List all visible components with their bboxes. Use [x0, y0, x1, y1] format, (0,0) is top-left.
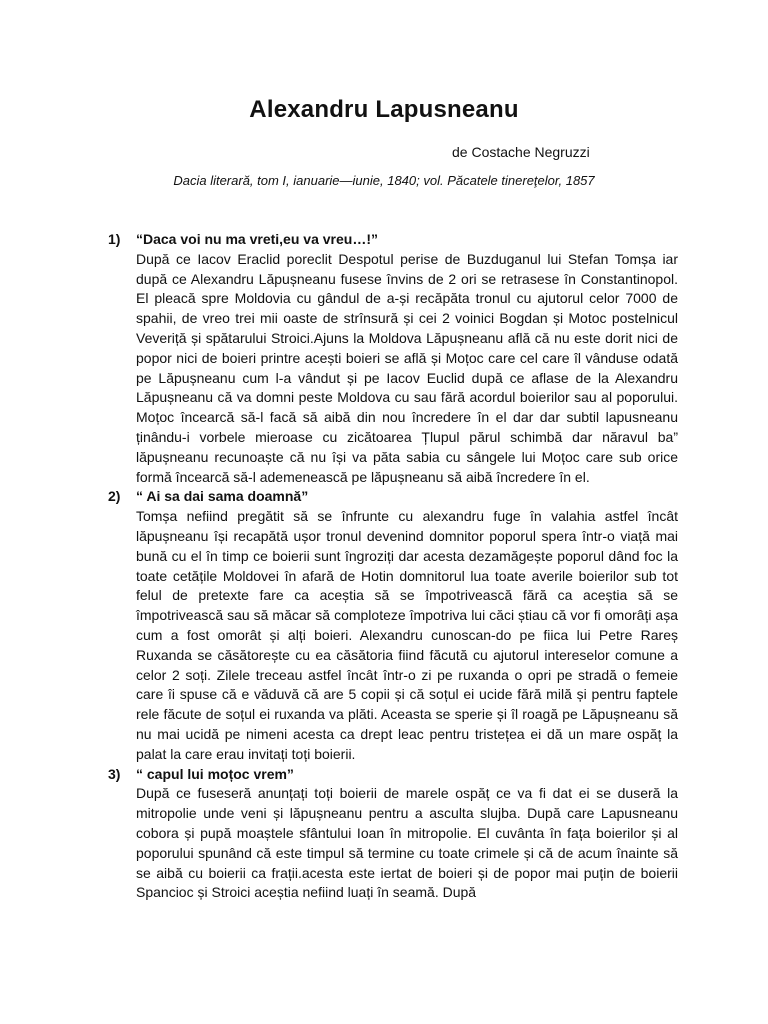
source-citation: Dacia literară, tom I, ianuarie—iunie, 1840; vol. Păcatele tinereţelor, 1857: [173, 173, 595, 188]
sections-list: [108, 230, 678, 903]
section-number: 1): [108, 231, 121, 247]
section-text: După ce Iacov Eraclid poreclit Despotul perise de Buzduganul lui Stefan Tomșa iar după ce Alexandru Lăpușneanu fusese învins de 2 ori se retrasese în Constantinopol. El pleacă spre Moldovia cu gândul de a-și recăpăta tronul cu ajutorul celor 7000 de spahii, de vreo trei mii oaste de strînsură și cei 2 voinici Bogdan și Motoc postelnicul Veveriță și spătarului Stroici.Ajuns la Moldova Lăpușneanu află că nu este dorit nici de popor nici de boieri printre acești boieri se află și Moțoc care cel care îl vânduse odată pe Lăpușneanu cum l-a vândut și pe Iacov Euclid după ce aflase de la Alexandru Lăpușneanu că va domni peste Moldova cu sau fără acordul boierilor sau al poporului. Moțoc încearcă să-l facă să aibă din nou încredere în el dar dar subtil lapusneanu ținându-i vorbele mieroase cu zicătoarea Țlupul părul schimbă dar năravul ba” lăpușneanu recunoaște că nu își va păta sabia cu sângele lui Moțoc care sub orice formă încearcă să-l ademenească pe lăpușneanu să aibă încredere în el.: [136, 250, 678, 485]
document-title: Alexandru Lapusneanu: [249, 96, 519, 123]
section-heading: “ capul lui moțoc vrem”: [136, 765, 294, 782]
section-text: Tomșa nefiind pregătit să se înfrunte cu alexandru fuge în valahia astfel încât lăpușneanu își recapătă ușor tronul devenind domnitor poporul spera într-o viață mai bună cu el în timp ce boierii sunt îngroziți dar acesta dezamăgește poporul dând foc la toate cetățile Moldovei în afară de Hotin domnitorul lua toate averile boierilor sub tot felul de pretexte fare ca aceștia să se împotrivească fără ca aceștia să se împotrivească sau să măcar să comploteze împotriva lui căci știau că vor fi omorâți așa cum a fost omorât și alți boieri. Alexandru cunoscan-do pe fiica lui Petre Rareș Ruxanda se căsătorește cu ea căsătoria fiind făcută cu ajutorul intereselor comune a celor 2 soți. Zilele treceau astfel încât într-o zi pe ruxanda o opri pe stradă o femeie care îi spuse că e văduvă că are 5 copii și că soțul ei ucide fără milă și pentru faptele rele făcute de soțul ei ruxanda va plăti. Aceasta se sperie și îl roagă pe Lăpușneanu să nu mai ucidă pe nimeni acesta ca drept leac pentru tristețea ei dă un mare ospăț la palat la care erau invitați toți boierii.: [136, 508, 678, 762]
section-3: [108, 765, 678, 904]
author-line: de Costache Negruzzi: [452, 144, 590, 160]
section-heading: “Daca voi nu ma vreti,eu va vreu…!”: [136, 231, 378, 247]
section-2: [108, 487, 678, 764]
section-text: După ce fuseseră anunțați toți boierii de marele ospăț ce va fi dat ei se duseră la mitropolie unde veni și lăpușneanu pentru a asculta slujba. După care Lapusneanu cobora și pupă moaștele sfântului Ioan în mitropolie. El cuvânta în fața boierilor și al poporului spunând că este timpul să termine cu toate crimele și că de acum înainte să se aibă cu boierii ca frații.acesta este iertat de boieri și de popor mai puțin de boierii Spancioc și Stroici aceștia nefiind luați în seamă. După: [136, 785, 678, 901]
section-number: 3): [108, 765, 121, 782]
section-number: 2): [108, 488, 121, 505]
section-heading: “ Ai sa dai sama doamnă”: [136, 488, 309, 505]
section-1: [108, 230, 678, 487]
